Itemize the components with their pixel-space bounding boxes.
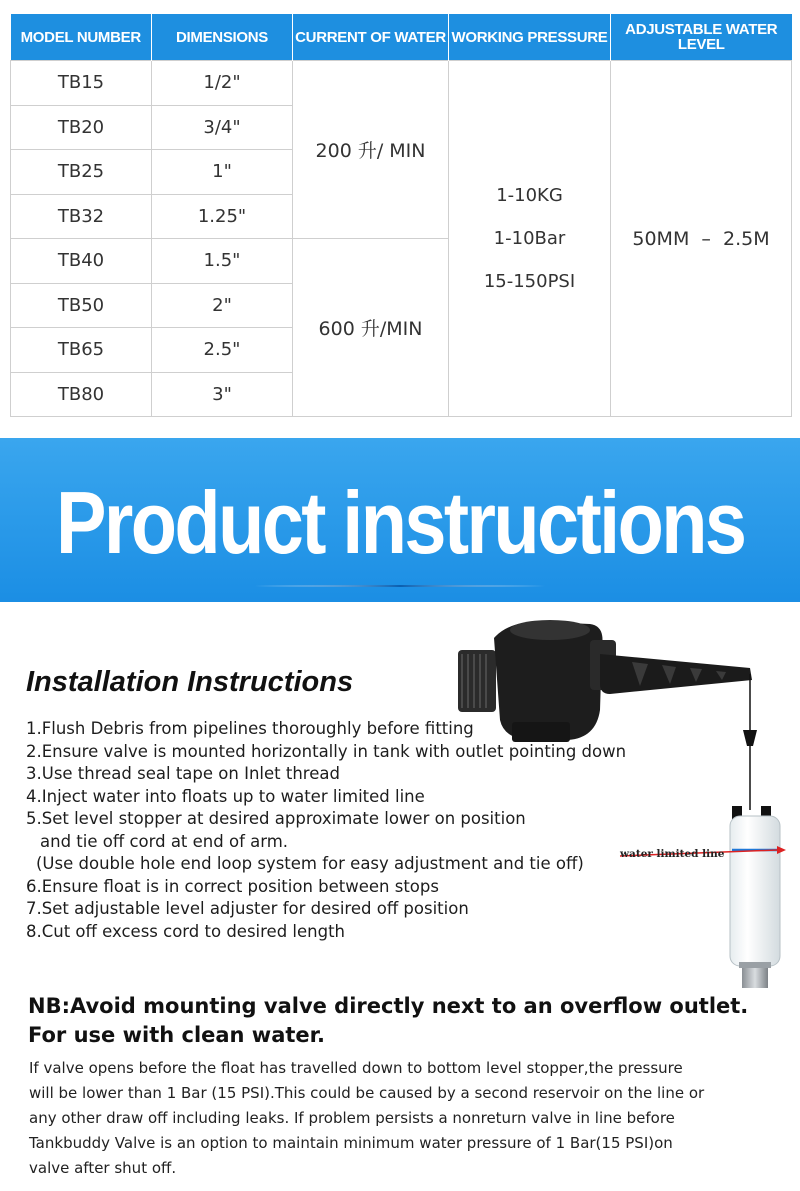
step-item: 2.Ensure valve is mounted horizontally in tank with outlet pointing down (26, 741, 627, 761)
float-valve-illustration (450, 610, 800, 995)
model-cell: TB50 (11, 283, 152, 328)
dimension-cell: 1.5" (152, 239, 293, 284)
note-line: any other draw off including leaks. If problem persists a nonreturn valve in line before (29, 1109, 675, 1127)
banner-underline (255, 585, 545, 587)
water-level-range: 50MM – 2.5M (611, 61, 792, 417)
header-model-number: MODEL NUMBER (11, 14, 152, 61)
spec-table (10, 14, 792, 417)
note-line: valve after shut off. (29, 1159, 177, 1177)
dimension-cell: 2" (152, 283, 293, 328)
model-cell: TB15 (11, 61, 152, 106)
step-item: 6.Ensure float is in correct position between stops (26, 876, 439, 896)
banner-title: Product instructions (56, 473, 745, 572)
step-item: 5.Set level stopper at desired approximate lower on position (26, 809, 526, 828)
nb-line-1: NB:Avoid mounting valve directly next to an overflow outlet. (28, 994, 749, 1018)
step-item: (Use double hole end loop system for easy adjustment and tie off) (36, 854, 584, 873)
step-item: 3.Use thread seal tape on Inlet thread (26, 764, 340, 783)
model-cell: TB25 (11, 150, 152, 195)
header-current-of-water: CURRENT OF WATER (293, 14, 449, 61)
installation-heading: Installation Instructions (26, 666, 354, 698)
flow-rate-large: 600 升/MIN (293, 239, 449, 417)
flow-rate-small: 200 升/ MIN (293, 61, 449, 239)
header-dimensions: DIMENSIONS (152, 14, 293, 61)
dimension-cell: 3" (152, 372, 293, 417)
step-item: and tie off cord at end of arm. (40, 831, 289, 851)
note-line: will be lower than 1 Bar (15 PSI).This could be caused by a second reservoir on the line or (29, 1084, 705, 1102)
product-instructions-banner (0, 438, 800, 602)
step-item: 8.Cut off excess cord to desired length (26, 921, 346, 941)
nb-warning (28, 992, 788, 1050)
model-cell: TB20 (11, 105, 152, 150)
dimension-cell: 2.5" (152, 328, 293, 373)
nb-line-2: For use with clean water. (28, 1023, 326, 1047)
step-item: 1.Flush Debris from pipelines thoroughly before fitting (26, 719, 474, 738)
note-line: Tankbuddy Valve is an option to maintain minimum water pressure of 1 Bar(15 PSI)on (29, 1134, 673, 1152)
pressure-bar: 1-10Bar (493, 228, 566, 249)
working-pressure-cell (449, 61, 611, 417)
pressure-psi: 15-150PSI (483, 271, 576, 292)
spec-table-header-row (11, 14, 792, 61)
note-line: If valve opens before the float has travelled down to bottom level stopper,the pressure (29, 1059, 683, 1077)
model-cell: TB65 (11, 328, 152, 373)
dimension-cell: 1/2" (152, 61, 293, 106)
model-cell: TB32 (11, 194, 152, 239)
dimension-cell: 1" (152, 150, 293, 195)
step-item: 4.Inject water into floats up to water limited line (26, 786, 425, 806)
pressure-kg: 1-10KG (496, 185, 563, 206)
water-limited-line-label: water limited line (620, 848, 725, 860)
dimension-cell: 1.25" (152, 194, 293, 239)
header-working-pressure: WORKING PRESSURE (449, 14, 611, 61)
table-row (11, 61, 792, 106)
model-cell: TB40 (11, 239, 152, 284)
model-cell: TB80 (11, 372, 152, 417)
step-item: 7.Set adjustable level adjuster for desired off position (26, 899, 469, 918)
pressure-note (29, 1056, 789, 1181)
header-adjustable-water-level: ADJUSTABLE WATER LEVEL (611, 14, 792, 61)
dimension-cell: 3/4" (152, 105, 293, 150)
